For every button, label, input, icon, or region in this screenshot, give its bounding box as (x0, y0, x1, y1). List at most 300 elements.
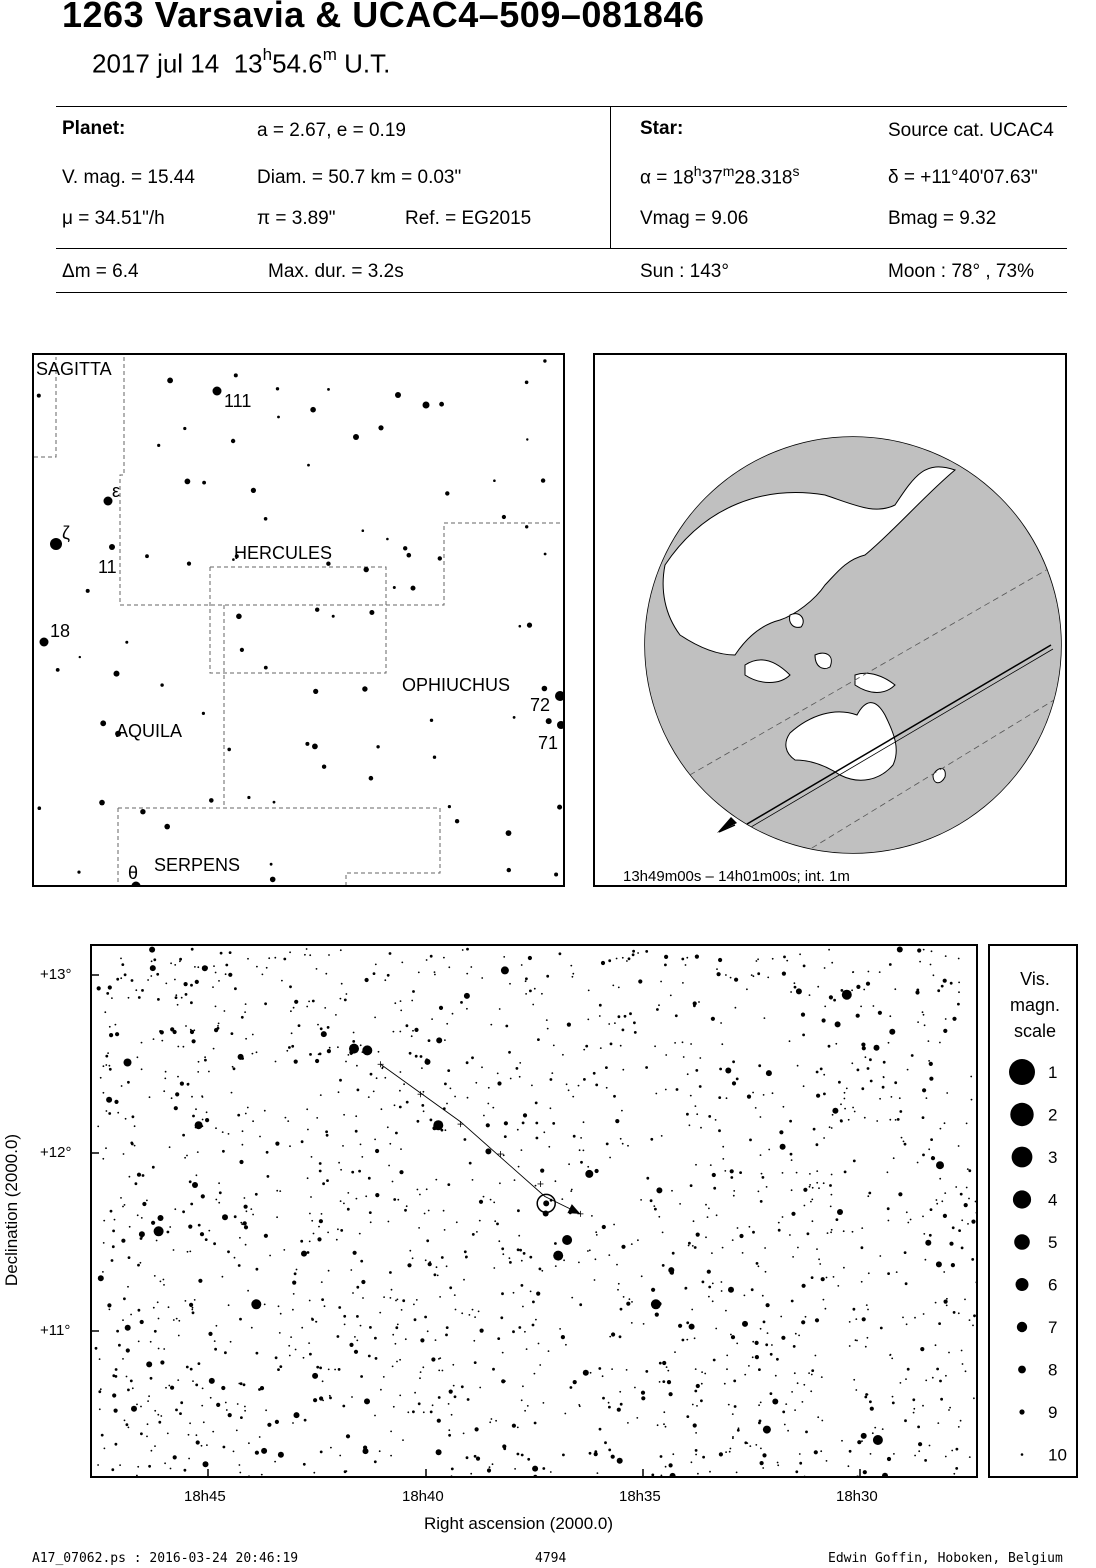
field-star (661, 1135, 663, 1137)
field-star (434, 974, 436, 976)
header-rule-bottom (56, 292, 1067, 293)
field-star (102, 1158, 104, 1160)
field-star (841, 989, 844, 992)
field-star (889, 1015, 891, 1017)
field-star (124, 1420, 126, 1422)
field-star (958, 958, 960, 960)
field-star (971, 1220, 975, 1224)
field-star (811, 1276, 814, 1279)
field-star (518, 1166, 520, 1168)
field-star (481, 1066, 483, 1068)
field-star (180, 1401, 183, 1404)
field-star (618, 1015, 621, 1018)
field-star (595, 1169, 599, 1173)
bright-star (501, 966, 509, 974)
field-star (626, 960, 628, 962)
field-star (164, 1462, 166, 1464)
finder-star (513, 716, 516, 719)
field-star (951, 1263, 955, 1267)
field-star (175, 1409, 178, 1412)
field-star (142, 1174, 145, 1177)
field-star (888, 1220, 890, 1222)
field-star (348, 1054, 350, 1056)
field-star (910, 1219, 912, 1221)
field-star (289, 985, 292, 988)
field-star (388, 1221, 390, 1223)
field-star (107, 1303, 111, 1307)
field-star (339, 1455, 341, 1457)
field-star (824, 967, 826, 969)
field-star (631, 1243, 633, 1245)
field-star (665, 1466, 667, 1468)
field-star (563, 1259, 565, 1261)
field-star (399, 1106, 402, 1109)
field-star (553, 1045, 555, 1047)
field-star (428, 1210, 430, 1212)
field-star (695, 1432, 697, 1434)
hour-sup: h (262, 45, 273, 64)
field-star (240, 1222, 242, 1224)
field-star (424, 1213, 426, 1215)
star-label-72: 72 (530, 695, 551, 715)
field-star (497, 1337, 500, 1340)
field-star (718, 1129, 721, 1132)
field-star (861, 1087, 864, 1090)
legend-mag-label: 3 (1048, 1148, 1058, 1167)
field-star (770, 1353, 773, 1356)
field-star (819, 1263, 821, 1265)
field-star (587, 1019, 589, 1021)
field-star (626, 1302, 630, 1306)
field-star (661, 1475, 663, 1477)
finder-star (546, 718, 552, 724)
field-star (388, 1165, 390, 1167)
field-star (573, 1380, 577, 1384)
legend-dot (1014, 1234, 1030, 1250)
field-star (355, 1130, 358, 1133)
field-star (964, 1299, 966, 1301)
field-star (925, 1259, 927, 1261)
field-star (517, 1129, 519, 1131)
field-star (890, 1354, 892, 1356)
field-star (537, 1038, 540, 1041)
field-star (192, 1039, 196, 1043)
field-star (944, 1192, 946, 1194)
field-star (841, 1211, 843, 1213)
field-star (746, 1442, 748, 1444)
field-star (804, 1476, 806, 1478)
field-star (976, 1025, 978, 1027)
field-star (912, 1398, 915, 1401)
field-star (732, 1060, 735, 1063)
field-star (952, 1226, 955, 1229)
field-star (213, 1048, 215, 1050)
field-star (426, 959, 428, 961)
field-star (275, 1420, 279, 1424)
field-star (112, 1230, 115, 1233)
alpha-sec: 28.318 (734, 167, 793, 189)
field-star (940, 1128, 942, 1130)
field-star (591, 1215, 593, 1217)
bright-star (842, 990, 852, 1000)
field-star (126, 1376, 128, 1378)
field-star (715, 1328, 717, 1330)
finder-star (525, 525, 528, 528)
finder-star (312, 744, 318, 750)
field-star (322, 1182, 325, 1185)
field-star (283, 958, 286, 961)
field-star (228, 1304, 230, 1306)
field-star (835, 1021, 841, 1027)
field-star (460, 1001, 463, 1004)
field-star (124, 973, 127, 976)
field-star (946, 1305, 948, 1307)
field-star (395, 1343, 397, 1345)
field-star (529, 990, 532, 993)
field-star (618, 1283, 620, 1285)
field-star (695, 1105, 697, 1107)
field-star (960, 1420, 962, 1422)
field-star (707, 1216, 709, 1218)
field-star (928, 1040, 930, 1042)
field-star (844, 1108, 846, 1110)
field-star (816, 1143, 819, 1146)
legend-title-3: scale (1013, 1021, 1057, 1041)
star-chart-svg (92, 946, 978, 1478)
field-star (711, 1017, 715, 1021)
field-star (655, 1093, 657, 1095)
field-star (375, 1149, 379, 1153)
field-star (645, 1370, 648, 1373)
field-star (782, 972, 786, 976)
field-star (615, 1119, 619, 1123)
field-star (395, 1326, 398, 1329)
field-star (646, 1177, 649, 1180)
xtick-18h30: 18h30 (836, 1488, 878, 1505)
field-star (739, 1171, 742, 1174)
field-star (487, 1103, 489, 1105)
field-star (833, 1276, 835, 1278)
field-star (627, 1145, 629, 1147)
field-star (857, 1069, 860, 1072)
field-star (955, 1186, 957, 1188)
field-star (190, 984, 193, 987)
field-star (378, 1051, 380, 1053)
field-star (830, 1231, 832, 1233)
field-star (857, 1440, 861, 1444)
field-star (237, 1114, 240, 1117)
field-star (493, 1267, 495, 1269)
field-star (146, 1200, 148, 1202)
star-source: Source cat. UCAC4 (888, 120, 1054, 141)
field-star (622, 1143, 624, 1145)
field-star (395, 1300, 397, 1302)
field-star (252, 1214, 254, 1216)
field-star (536, 1292, 540, 1296)
field-star (766, 1186, 768, 1188)
field-star (718, 958, 722, 962)
field-star (843, 1267, 845, 1269)
field-star (900, 1382, 902, 1384)
field-star (294, 1412, 300, 1418)
field-star (634, 1031, 637, 1034)
field-star (541, 993, 543, 995)
field-star (247, 1290, 249, 1292)
field-star (815, 1355, 817, 1357)
field-star (103, 1065, 105, 1067)
field-star (968, 1198, 970, 1200)
field-star (731, 1335, 735, 1339)
field-star (865, 1393, 868, 1396)
field-star (688, 1245, 690, 1247)
field-star (791, 1159, 793, 1161)
field-star (805, 1316, 807, 1318)
field-star (599, 1004, 602, 1007)
field-star (307, 1251, 310, 1254)
field-star (695, 1454, 697, 1456)
field-star (519, 1249, 522, 1252)
field-star (931, 950, 933, 952)
finder-star (369, 776, 374, 781)
field-star (402, 1439, 404, 1441)
field-star (188, 1225, 192, 1229)
field-star (492, 1463, 494, 1465)
field-star (250, 1208, 252, 1210)
field-star (212, 1431, 214, 1433)
field-star (784, 1424, 786, 1426)
field-star (316, 1366, 319, 1369)
field-star (897, 1118, 900, 1121)
field-star (191, 948, 194, 951)
field-star (202, 1096, 204, 1098)
x-axis-label: Right ascension (2000.0) (424, 1514, 614, 1533)
field-star (137, 1264, 140, 1267)
field-star (419, 1377, 421, 1379)
field-star (936, 1199, 938, 1201)
field-star (279, 1365, 282, 1368)
field-star (311, 1220, 313, 1222)
field-star (97, 1126, 99, 1128)
field-star (109, 1026, 111, 1028)
planet-pi: π = 3.89" (257, 208, 336, 229)
field-star (365, 978, 369, 982)
field-star (170, 1468, 172, 1470)
field-star (141, 1042, 143, 1044)
field-star (400, 1148, 402, 1150)
field-star (968, 1169, 971, 1172)
field-star (702, 1456, 705, 1459)
field-star (762, 1453, 766, 1457)
field-star (878, 1011, 882, 1015)
field-star (197, 966, 199, 968)
field-star (667, 1380, 671, 1384)
field-star (668, 1267, 674, 1273)
field-star (466, 948, 469, 951)
field-star (737, 1429, 740, 1432)
field-star (523, 1252, 526, 1255)
field-star (210, 1397, 212, 1399)
field-star (620, 1308, 623, 1311)
field-star (604, 1441, 607, 1444)
field-star (174, 1208, 176, 1210)
field-star (140, 1237, 143, 1240)
field-star (121, 963, 124, 966)
field-star (719, 1452, 723, 1456)
field-star (917, 1162, 919, 1164)
field-star (387, 974, 390, 977)
field-star (139, 1231, 145, 1237)
field-star (158, 1318, 160, 1320)
field-star (411, 1000, 413, 1002)
field-star (489, 1421, 491, 1423)
field-star (828, 1045, 831, 1048)
field-star (274, 1461, 276, 1463)
field-star (191, 1309, 193, 1311)
field-star (855, 1389, 857, 1391)
field-star (307, 1129, 309, 1131)
field-star (443, 957, 445, 959)
field-star (244, 1197, 246, 1199)
y-axis-label: Declination (2000.0) (2, 1133, 21, 1287)
field-star (99, 1358, 101, 1360)
field-star (262, 974, 264, 976)
field-star (151, 1221, 155, 1225)
field-star (358, 1170, 361, 1173)
field-star (764, 1017, 766, 1019)
finder-star (313, 689, 318, 694)
field-star (106, 1110, 108, 1112)
footer-file: A17_07062.ps : 2016-03-24 20:46:19 (32, 1551, 299, 1566)
field-star (432, 1404, 434, 1406)
field-star (930, 964, 932, 966)
field-star (245, 1003, 247, 1005)
field-star (852, 971, 854, 973)
finder-star (407, 553, 412, 558)
field-star (802, 1401, 804, 1403)
field-star (374, 1139, 376, 1141)
field-star (109, 1068, 112, 1071)
field-star (571, 1189, 573, 1191)
field-star (252, 1120, 254, 1122)
field-star (686, 1339, 688, 1341)
field-star (760, 1328, 762, 1330)
field-star (173, 1030, 177, 1034)
field-star (309, 954, 311, 956)
field-star (863, 1470, 867, 1474)
field-star (294, 1272, 297, 1275)
field-star (796, 988, 802, 994)
field-star (138, 1309, 141, 1312)
field-star (550, 1078, 553, 1081)
field-star (863, 989, 865, 991)
field-star (204, 1056, 206, 1058)
field-star (168, 1306, 170, 1308)
legend-title-2: magn. (1009, 995, 1061, 1015)
field-star (786, 960, 788, 962)
legend-dot (1019, 1409, 1024, 1414)
field-star (197, 1151, 199, 1153)
field-star (852, 1231, 854, 1233)
field-star (138, 1341, 140, 1343)
field-star (608, 959, 611, 962)
field-star (373, 972, 376, 975)
field-star (194, 966, 196, 968)
finder-star (448, 805, 451, 808)
field-star (502, 1253, 504, 1255)
field-star (112, 1374, 115, 1377)
field-star (772, 958, 774, 960)
field-star (127, 1286, 129, 1288)
field-star (346, 993, 348, 995)
field-star (495, 1420, 497, 1422)
field-star (343, 1203, 345, 1205)
field-star (375, 1357, 378, 1360)
field-star (658, 1004, 660, 1006)
field-star (725, 1451, 727, 1453)
field-star (106, 992, 109, 995)
field-star (255, 1193, 258, 1196)
field-star (730, 1334, 732, 1336)
field-star (436, 1449, 442, 1455)
field-star (345, 1061, 347, 1063)
field-star (956, 1448, 959, 1451)
star-alpha (640, 163, 800, 189)
field-star (192, 1311, 195, 1314)
field-star (835, 1043, 837, 1045)
field-star (810, 1390, 812, 1392)
field-star (659, 1381, 661, 1383)
field-star (476, 1231, 478, 1233)
ytick-11: +11° (40, 1322, 71, 1339)
field-star (192, 1115, 195, 1118)
field-star (451, 1468, 454, 1471)
field-star (629, 1012, 632, 1015)
field-star (917, 1021, 919, 1023)
field-star (208, 1071, 210, 1073)
field-star (967, 1223, 969, 1225)
field-star (970, 1076, 972, 1078)
field-star (431, 1018, 433, 1020)
field-star (402, 1299, 405, 1302)
field-star (98, 1275, 104, 1281)
field-star (641, 1275, 643, 1277)
field-star (308, 1001, 310, 1003)
field-star (464, 1250, 467, 1253)
field-star (665, 1054, 667, 1056)
field-star (869, 1058, 872, 1061)
field-star (324, 1007, 326, 1009)
star-delta: δ = +11°40'07.63" (888, 167, 1038, 188)
field-star (906, 1211, 908, 1213)
planet-heading: Planet: (62, 118, 126, 139)
field-star (693, 1423, 697, 1427)
field-star (790, 991, 792, 993)
field-star (733, 1195, 735, 1197)
finder-star (544, 553, 547, 556)
field-star (256, 966, 258, 968)
field-star (699, 1057, 701, 1059)
field-star (752, 1341, 754, 1343)
field-star (905, 1378, 907, 1380)
field-star (167, 1231, 170, 1234)
field-star (335, 1014, 337, 1016)
field-star (949, 1242, 953, 1246)
legend-mag-label: 4 (1048, 1190, 1058, 1210)
field-star (370, 1221, 372, 1223)
field-star (778, 1222, 780, 1224)
field-star (595, 1231, 597, 1233)
field-star (428, 1039, 431, 1042)
